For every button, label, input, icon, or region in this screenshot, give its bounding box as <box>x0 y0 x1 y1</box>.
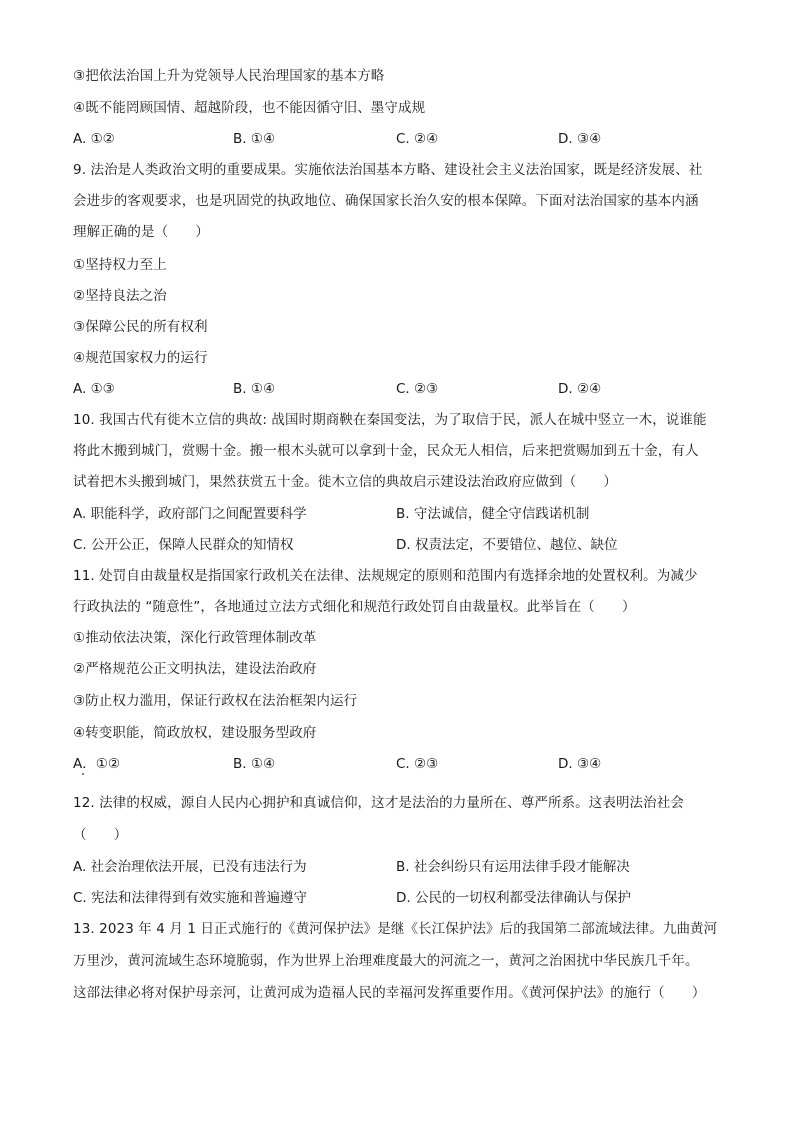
q9-option-d: D. ②④ <box>558 381 602 397</box>
q8-option-c: C. ②④ <box>396 131 439 147</box>
q12-option-d: D. 公民的一切权利都受法律确认与保护 <box>396 890 631 906</box>
q11-statement-3: ③防止权力滥用，保证行政权在法治框架内运行 <box>73 693 358 709</box>
q11-stem-line-1: 11. 处罚自由裁量权是指国家行政机关在法律、法规规定的原则和范围内有选择余地的处置权利。为减少 <box>73 568 698 584</box>
q8-statement-3: ③把依法治国上升为党领导人民治理国家的基本方略 <box>73 68 385 84</box>
q10-stem-line-2: 将此木搬到城门，赏赐十金。搬一根木头就可以拿到十金，民众无人相信，后来把赏赐加到五十金，有人 <box>73 443 699 459</box>
q10-option-b: B. 守法诚信，健全守信践诺机制 <box>396 506 590 522</box>
q12-option-a: A. 社会治理依法开展，已没有违法行为 <box>73 859 307 875</box>
q13-stem-line-2: 万里沙，黄河流域生态环境脆弱，作为世界上治理难度最大的河流之一，黄河之治困扰中华民族几千年。 <box>73 953 699 969</box>
q9-option-b: B. ①④ <box>233 381 276 397</box>
q12-stem-line-2: （ ） <box>73 827 128 843</box>
q11-option-b: B. ①④ <box>233 756 276 772</box>
q9-statement-4: ④规范国家权力的运行 <box>73 350 208 366</box>
scan-dot <box>82 773 84 775</box>
q13-stem-line-3: 这部法律必将对保护母亲河，让黄河成为造福人民的幸福河发挥重要作用。《黄河保护法》的施行（ ） <box>73 985 706 1001</box>
q8-option-a: A. ①② <box>73 131 115 147</box>
q10-stem-line-3: 试着把木头搬到城门，果然获赏五十金。徙木立信的典故启示建设法治政府应做到（ ） <box>73 474 617 490</box>
q8-statement-4: ④既不能罔顾国情、超越阶段，也不能因循守旧、墨守成规 <box>73 100 426 116</box>
q11-statement-1: ①推动依法决策，深化行政管理体制改革 <box>73 630 317 646</box>
q10-stem-line-1: 10. 我国古代有徙木立信的典故: 战国时期商鞅在秦国变法，为了取信于民，派人在城中竖立一木，说谁能 <box>73 412 707 428</box>
q11-option-d: D. ③④ <box>558 756 602 772</box>
q12-option-c: C. 宪法和法律得到有效实施和普遍遵守 <box>73 890 308 906</box>
q9-option-c: C. ②③ <box>396 381 439 397</box>
q11-statement-4: ④转变职能，简政放权，建设服务型政府 <box>73 725 317 741</box>
q12-option-b: B. 社会纠纷只有运用法律手段才能解决 <box>396 859 630 875</box>
q10-option-c: C. 公开公正，保障人民群众的知情权 <box>73 537 294 553</box>
q11-statement-2: ②严格规范公正文明执法，建设法治政府 <box>73 661 317 677</box>
q10-option-d: D. 权责法定，不要错位、越位、缺位 <box>396 537 618 553</box>
q11-stem-line-2: 行政执法的 “随意性”，各地通过立法方式细化和规范行政处罚自由裁量权。此举旨在（ ） <box>73 599 636 615</box>
q13-stem-line-1: 13. 2023 年 4 月 1 日正式施行的《黄河保护法》是继《长江保护法》后的我国第二部流域法律。九曲黄河 <box>73 921 718 937</box>
q9-option-a: A. ①③ <box>73 381 115 397</box>
q10-option-a: A. 职能科学，政府部门之间配置要科学 <box>73 506 307 522</box>
q8-option-d: D. ③④ <box>558 131 602 147</box>
q11-option-c: C. ②③ <box>396 756 439 772</box>
q9-statement-3: ③保障公民的所有权利 <box>73 319 208 335</box>
q9-statement-1: ①坚持权力至上 <box>73 257 167 273</box>
q8-option-b: B. ①④ <box>233 131 276 147</box>
q9-statement-2: ②坚持良法之治 <box>73 288 167 304</box>
q9-stem-line-1: 9. 法治是人类政治文明的重要成果。实施依法治国基本方略、建设社会主义法治国家，既是经济发展、社 <box>73 162 703 178</box>
q9-stem-line-2: 会进步的客观要求，也是巩固党的执政地位、确保国家长治久安的根本保障。下面对法治国家的基本内涵 <box>73 193 699 209</box>
q11-option-a: A．①② <box>73 756 120 772</box>
q9-stem-line-3: 理解正确的是（ ） <box>73 224 209 240</box>
q12-stem-line-1: 12. 法律的权威，源自人民内心拥护和真诚信仰，这才是法治的力量所在、尊严所系。这表明法治社会 <box>73 795 684 811</box>
